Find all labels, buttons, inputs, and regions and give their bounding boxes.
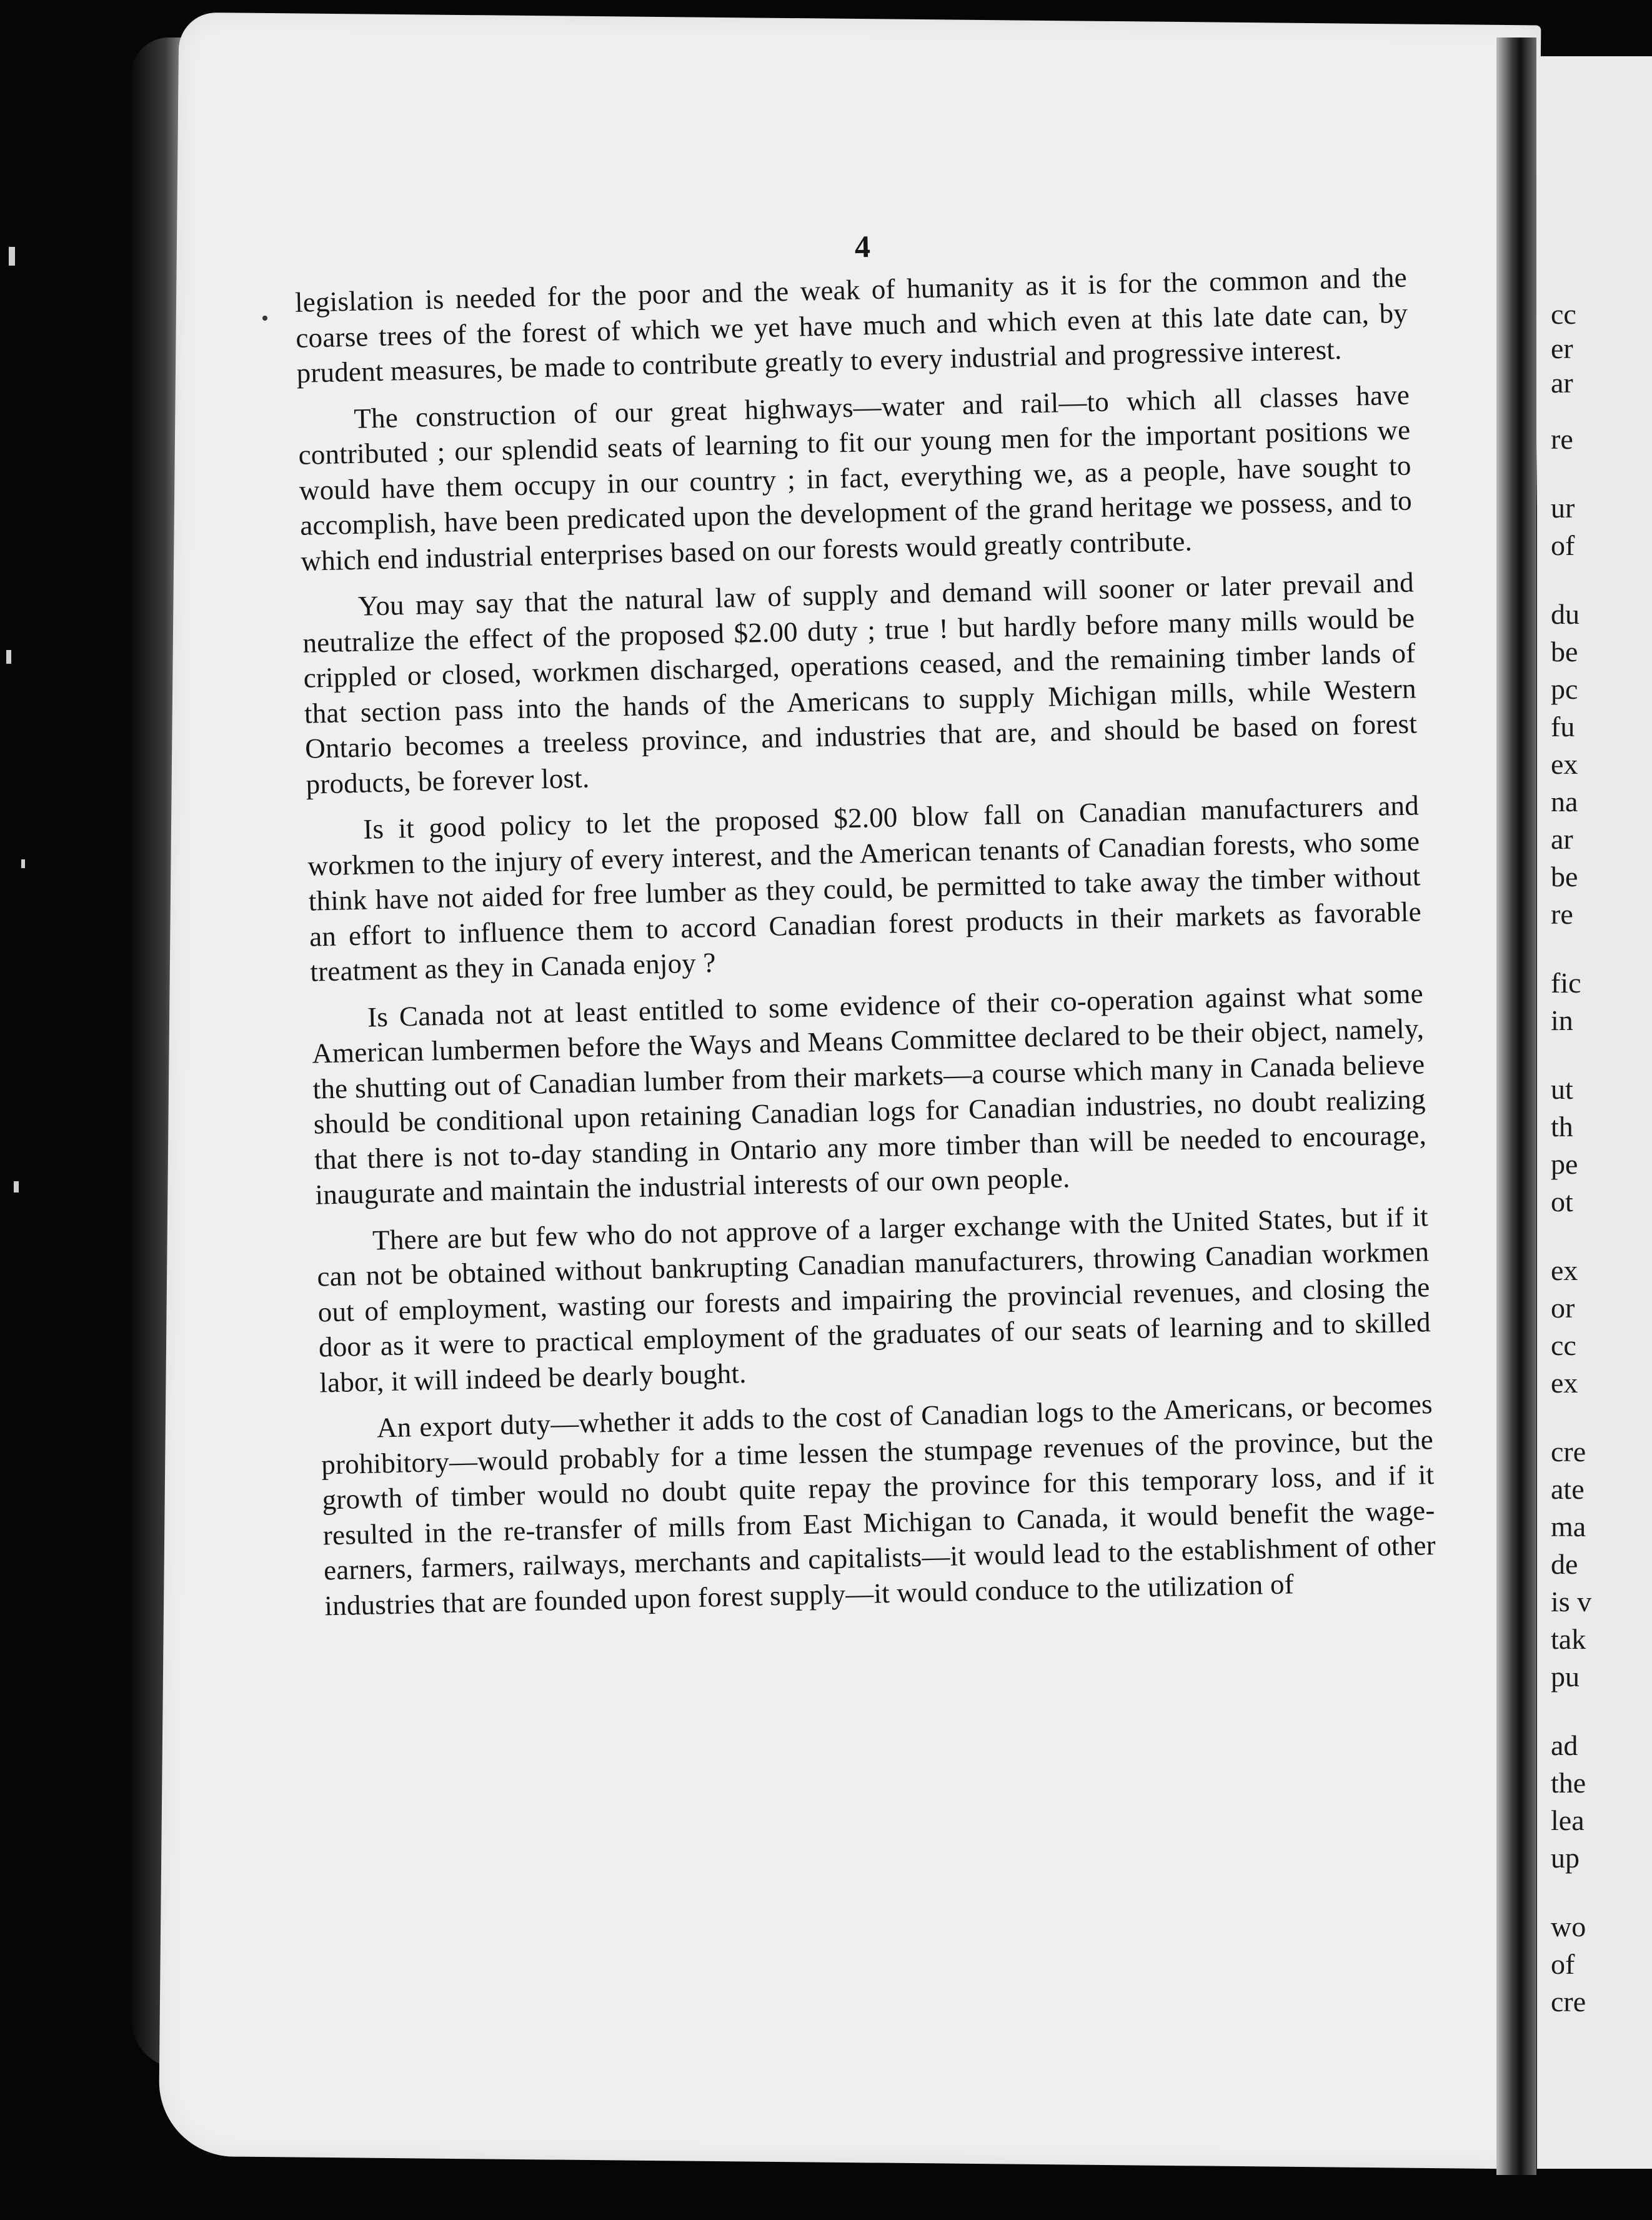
page-number: 4: [854, 229, 871, 264]
facing-page-fragment: tak: [1551, 1623, 1586, 1655]
facing-page-fragment: cre: [1551, 1436, 1586, 1468]
facing-page-fragment: the: [1551, 1767, 1586, 1799]
facing-page-fragment: re: [1551, 423, 1573, 455]
margin-dot: [262, 316, 267, 321]
facing-page-fragment: re: [1551, 898, 1573, 930]
facing-page-fragment: ad: [1551, 1729, 1578, 1761]
book-gutter: [1496, 38, 1536, 2175]
facing-page-fragment: ot: [1551, 1186, 1573, 1218]
facing-page-fragment: th: [1551, 1111, 1573, 1142]
facing-page-fragment: fu: [1551, 711, 1575, 742]
facing-page-fragment: be: [1551, 636, 1578, 668]
facing-page-fragment: ma: [1551, 1511, 1586, 1542]
facing-page-fragment: lea: [1551, 1804, 1585, 1836]
paragraph: Is Canada not at least entitled to some evidence of their co-operation against what some American lumbermen before the Ways and Means Committee declared to be their object, namely, the shutting out of Canadian lumber from their markets—a course which many in Canada believe should be conditional upon retaining Canadian logs for Canadian industries, no doubt realizing that there is not to-day standing in Ontario any more timber than will be needed to encourage, inaugurate and maintain the industrial interests of our own people.: [311, 977, 1427, 1211]
facing-page: [1537, 56, 1652, 2169]
facing-page-fragment: cc: [1551, 1329, 1576, 1361]
facing-page-fragment: in: [1551, 1004, 1573, 1036]
facing-page-fragment: ex: [1551, 748, 1578, 780]
facing-page-fragment: ate: [1551, 1473, 1585, 1505]
facing-page-fragment: pc: [1551, 673, 1578, 705]
paragraph: legislation is needed for the poor and the weak of humanity as it is for the common and the coarse trees of the forest of which we yet have much and which even at this late date can, by prudent measures, be made to contribute greatly to every industrial and progressive interest.: [294, 261, 1408, 389]
paragraph: Is it good policy to let the proposed $2.00 blow fall on Canadian manufacturers and workmen to the injury of every interest, and the American tenants of Canadian forests, who some think have not aided for free lumber as they could, be permitted to take away the timber without an effort to influence them to accord Canadian forest products in their markets as favorable treatment as they in Canada enjoy ?: [307, 789, 1422, 988]
paragraph: You may say that the natural law of supply and demand will sooner or later prevail and neutralize the effect of the proposed $2.00 duty ; true ! but hardly before many mills would be crippled or closed, workmen discharged, operations ceased, and the remaining timber lands of that section pass into the hands of the Americans to supply Michigan mills, while Western Ontario becomes a treeless province, and industries that are, and should be based on forest products, be forever lost.: [302, 566, 1418, 800]
facing-page-fragment: or: [1551, 1292, 1575, 1324]
facing-page-fragment: de: [1551, 1548, 1578, 1580]
facing-page-fragment: pu: [1551, 1661, 1580, 1692]
facing-page-fragment: cc: [1551, 298, 1576, 330]
facing-page-fragment: of: [1551, 1948, 1575, 1980]
facing-page-fragment: is v: [1551, 1586, 1592, 1618]
facing-page-fragment: ut: [1551, 1073, 1573, 1105]
facing-page-fragment: ur: [1551, 492, 1575, 524]
facing-page-fragment: cre: [1551, 1986, 1586, 2018]
paragraph: The construction of our great highways—water and rail—to which all classes have contributed ; our splendid seats of learning to fit our young men for the important positions we would have them occupy in our country ; in fact, everything we, as a people, have sought to accomplish, have been predicated upon the development of the grand heritage we possess, and to which end industrial enterprises based on our forests would greatly contribute.: [298, 379, 1413, 577]
facing-page-fragment: of: [1551, 529, 1575, 561]
facing-page-fragment: ar: [1551, 823, 1573, 855]
page-text: [294, 219, 1437, 1635]
facing-page-fragment: du: [1551, 598, 1580, 630]
facing-page-fragment: fic: [1551, 967, 1581, 999]
facing-page-fragment: wo: [1551, 1911, 1586, 1942]
facing-page-fragment: up: [1551, 1842, 1580, 1874]
facing-page-fragment: pe: [1551, 1148, 1578, 1180]
facing-page-fragment: ex: [1551, 1254, 1578, 1286]
paragraph: An export duty—whether it adds to the cost of Canadian logs to the Americans, or becomes prohibitory—would probably for a time lessen the stumpage revenues of the province, but the growth of timber would no doubt quite repay the province for this temporary loss, and if it resulted in the re-transfer of mills from East Michigan to Canada, it would benefit the wage-earners, farmers, railways, merchants and capitalists—it would lead to the establishment of other industries that are founded upon forest supply—it would conduce to the utilization of: [321, 1388, 1436, 1621]
facing-page-fragment: na: [1551, 786, 1578, 818]
paragraph: There are but few who do not approve of a larger exchange with the United States, but if it can not be obtained without bankrupting Canadian manufacturers, throwing Canadian workmen out of employment, wasting our forests and impairing the provincial revenues, and closing the door as it were to practical employment of the graduates of our seats of learning and to skilled labor, it will indeed be dearly bought.: [316, 1200, 1431, 1399]
facing-page-fragment: ex: [1551, 1367, 1578, 1399]
facing-page-fragment: er: [1551, 332, 1573, 364]
facing-page-fragment: ar: [1551, 367, 1573, 399]
facing-page-fragment: be: [1551, 861, 1578, 892]
